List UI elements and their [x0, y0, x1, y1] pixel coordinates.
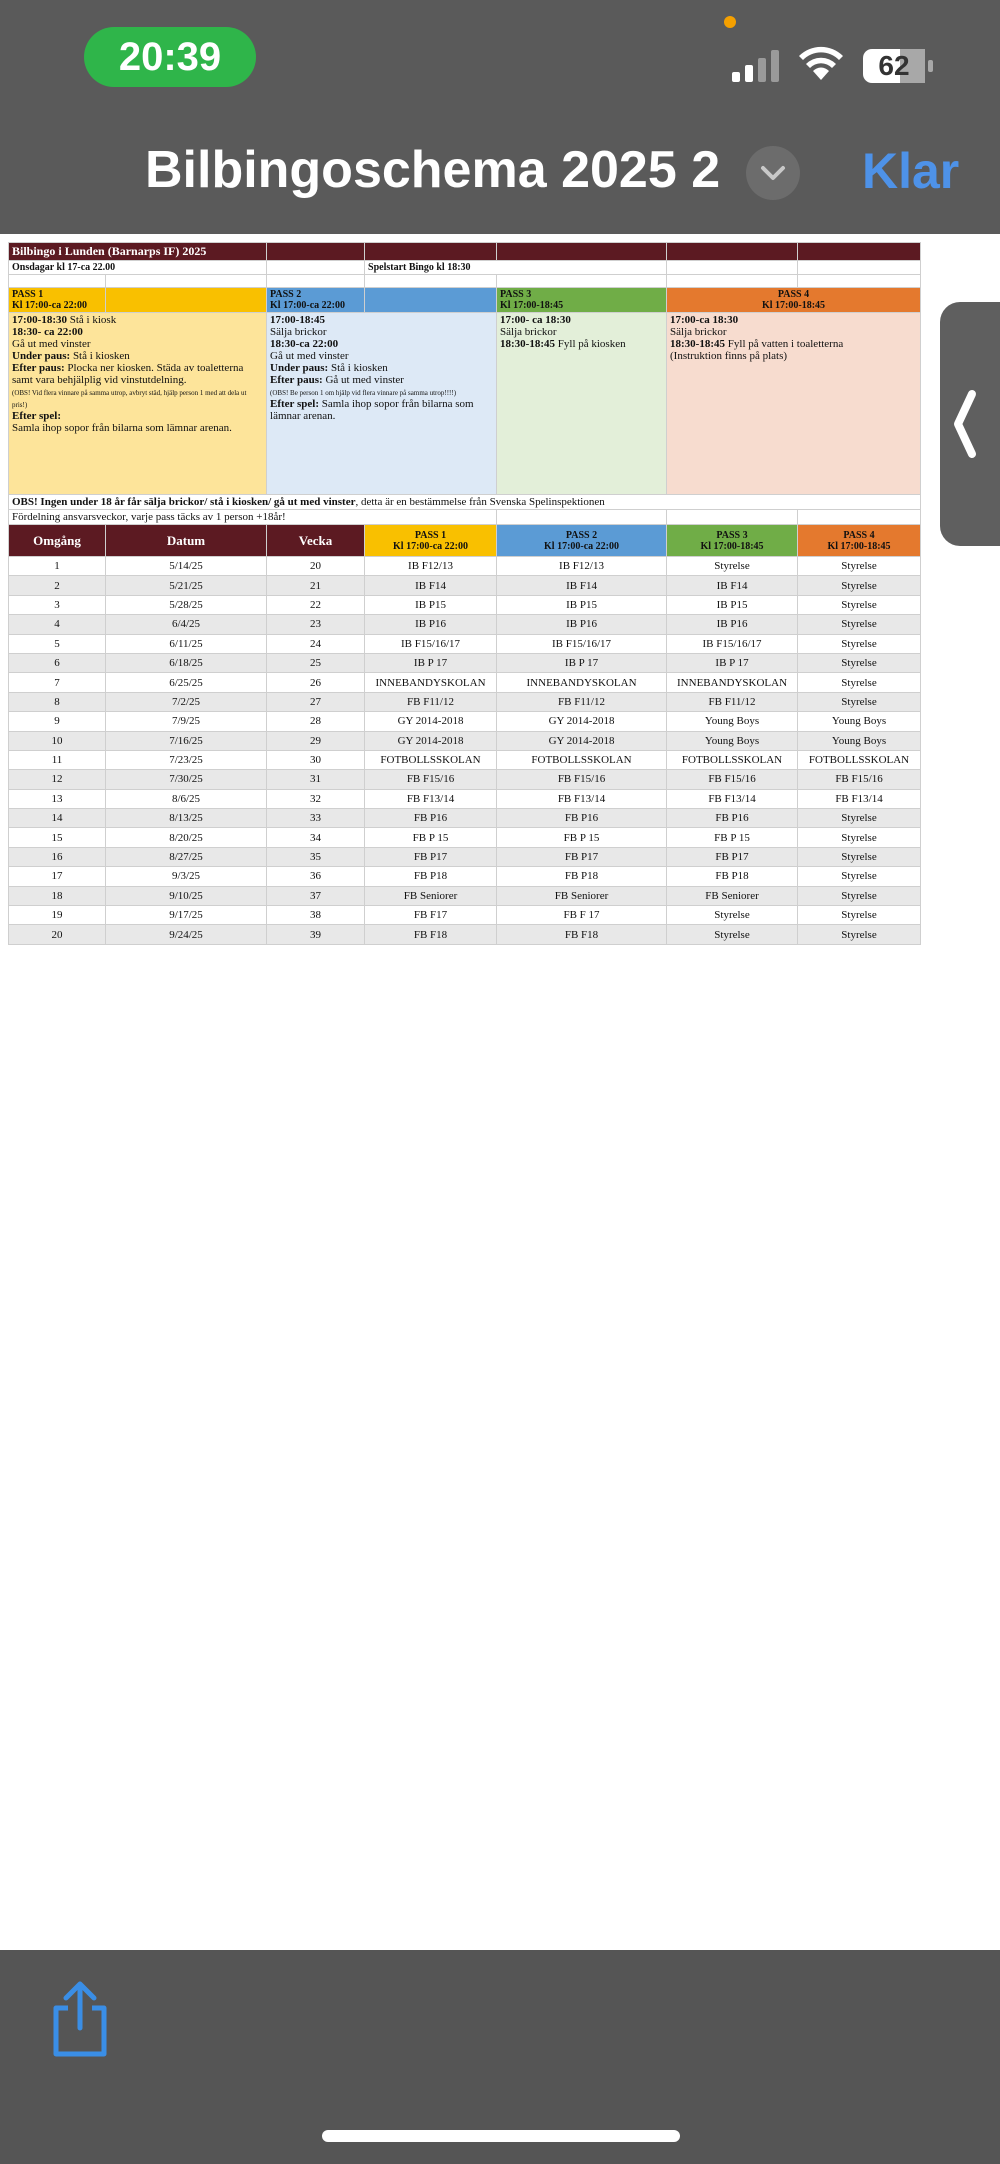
table-cell: FOTBOLLSSKOLAN: [365, 750, 497, 769]
table-cell: GY 2014-2018: [365, 731, 497, 750]
table-cell: 26: [267, 673, 365, 692]
sheet-subtitle-left: Onsdagar kl 17-ca 22.00: [9, 261, 267, 275]
table-cell: 7/2/25: [106, 692, 267, 711]
table-cell: Styrelse: [798, 828, 921, 847]
table-cell: 24: [267, 634, 365, 653]
pass1-header: PASS 1 Kl 17:00-ca 22:00: [9, 288, 106, 313]
battery-level: 62: [878, 50, 910, 81]
table-cell: 1: [9, 557, 106, 576]
table-cell: IB P16: [667, 615, 798, 634]
table-cell: GY 2014-2018: [497, 731, 667, 750]
table-cell: IB P 17: [667, 653, 798, 672]
table-cell: FB P18: [497, 867, 667, 886]
table-cell: 20: [9, 925, 106, 944]
table-cell: 9: [9, 712, 106, 731]
table-cell: Styrelse: [798, 673, 921, 692]
table-cell: Styrelse: [798, 847, 921, 866]
table-cell: 7: [9, 673, 106, 692]
col-header-omgang: Omgång: [9, 525, 106, 557]
table-cell: Styrelse: [798, 653, 921, 672]
table-cell: 5: [9, 634, 106, 653]
table-cell: 16: [9, 847, 106, 866]
table-cell: FB Seniorer: [667, 886, 798, 905]
table-cell: 5/28/25: [106, 595, 267, 614]
sheet-subtitle-right: Spelstart Bingo kl 18:30: [365, 261, 667, 275]
table-row: [9, 576, 921, 595]
table-cell: Young Boys: [798, 712, 921, 731]
table-cell: FB F15/16: [497, 770, 667, 789]
table-cell: 32: [267, 789, 365, 808]
privacy-indicator-dot: [724, 16, 736, 28]
table-cell: 38: [267, 906, 365, 925]
chevron-left-icon: [940, 302, 1000, 546]
table-cell: FOTBOLLSSKOLAN: [798, 750, 921, 769]
table-cell: FB P16: [497, 809, 667, 828]
table-cell: IB F14: [667, 576, 798, 595]
table-cell: FOTBOLLSSKOLAN: [667, 750, 798, 769]
table-cell: 19: [9, 906, 106, 925]
cellular-signal-icon: [732, 50, 782, 82]
sheet-title: Bilbingo i Lunden (Barnarps IF) 2025: [9, 243, 267, 261]
table-row: [9, 906, 921, 925]
table-cell: 36: [267, 867, 365, 886]
table-cell: 9/17/25: [106, 906, 267, 925]
table-cell: Young Boys: [667, 712, 798, 731]
distribution-note: Fördelning ansvarsveckor, varje pass täcks av 1 person +18år!: [9, 510, 497, 525]
table-cell: 34: [267, 828, 365, 847]
col-header-pass4: PASS 4 Kl 17:00-18:45: [798, 525, 921, 557]
bottom-toolbar: [0, 1950, 1000, 2164]
table-row: [9, 809, 921, 828]
table-cell: 28: [267, 712, 365, 731]
table-cell: IB F12/13: [365, 557, 497, 576]
table-cell: Styrelse: [798, 576, 921, 595]
table-cell: 2: [9, 576, 106, 595]
table-row: [9, 731, 921, 750]
table-cell: IB F15/16/17: [497, 634, 667, 653]
table-row: [9, 634, 921, 653]
table-cell: 33: [267, 809, 365, 828]
table-cell: Styrelse: [798, 557, 921, 576]
table-cell: FB F13/14: [667, 789, 798, 808]
table-cell: 5/21/25: [106, 576, 267, 595]
table-cell: 7/23/25: [106, 750, 267, 769]
pass4-header: PASS 4 Kl 17:00-18:45: [667, 288, 921, 313]
table-cell: 7/9/25: [106, 712, 267, 731]
document-title: Bilbingoschema 2025 2: [145, 141, 721, 199]
table-cell: Styrelse: [798, 634, 921, 653]
pass2-instructions: 17:00-18:45 Sälja brickor 18:30-ca 22:00 Gå ut med vinster Under paus: Stå i kiosken Efter paus: Gå ut med vinster (OBS! Be person 1 om hjälp vid flera vinnare på samma utrop!!!!) Efter spel: Samla ihop sopor från bilarna som lämnar arenan.: [267, 313, 497, 495]
share-icon[interactable]: [48, 1978, 112, 2058]
table-cell: IB P15: [667, 595, 798, 614]
table-row: [9, 595, 921, 614]
table-cell: FB F15/16: [798, 770, 921, 789]
table-cell: 11: [9, 750, 106, 769]
table-cell: Styrelse: [798, 906, 921, 925]
title-menu-button[interactable]: [746, 146, 800, 200]
pass3-instructions: 17:00- ca 18:30 Sälja brickor 18:30-18:45 Fyll på kiosken: [497, 313, 667, 495]
table-cell: FB F 17: [497, 906, 667, 925]
schedule-rows: [9, 557, 921, 945]
done-button[interactable]: Klar: [862, 143, 960, 199]
col-header-datum: Datum: [106, 525, 267, 557]
table-cell: FB P16: [667, 809, 798, 828]
table-cell: INNEBANDYSKOLAN: [365, 673, 497, 692]
table-cell: FB F11/12: [365, 692, 497, 711]
table-cell: FB P16: [365, 809, 497, 828]
table-cell: 18: [9, 886, 106, 905]
table-cell: IB F14: [497, 576, 667, 595]
table-cell: FB P 15: [365, 828, 497, 847]
pass4-instructions: 17:00-ca 18:30 Sälja brickor 18:30-18:45 Fyll på vatten i toaletterna (Instruktion finns på plats): [667, 313, 921, 495]
table-cell: Young Boys: [667, 731, 798, 750]
table-cell: 35: [267, 847, 365, 866]
table-cell: 3: [9, 595, 106, 614]
table-cell: 14: [9, 809, 106, 828]
table-cell: FB P17: [667, 847, 798, 866]
table-cell: FB F11/12: [667, 692, 798, 711]
table-cell: FB F15/16: [667, 770, 798, 789]
table-cell: FOTBOLLSSKOLAN: [497, 750, 667, 769]
document-view[interactable]: [0, 234, 1000, 1950]
col-header-pass3: PASS 3 Kl 17:00-18:45: [667, 525, 798, 557]
schedule-sheet: [8, 242, 921, 945]
pass1-instructions: 17:00-18:30 Stå i kiosk 18:30- ca 22:00 Gå ut med vinster Under paus: Stå i kiosken Efter paus: Plocka ner kiosken. Städa av toaletterna samt vara behjälplig vid vinstutdelning. (OBS! Vid flera vinnare på samma utrop, avbryt städ, hjälp person 1 med att dela ut pris!) Efter spel: Samla ihop sopor från bilarna som lämnar arenan.: [9, 313, 267, 495]
table-cell: IB P 17: [497, 653, 667, 672]
table-cell: 37: [267, 886, 365, 905]
table-cell: 10: [9, 731, 106, 750]
table-cell: Styrelse: [798, 692, 921, 711]
table-cell: 8/6/25: [106, 789, 267, 808]
table-cell: Young Boys: [798, 731, 921, 750]
table-cell: 6/25/25: [106, 673, 267, 692]
sidebar-toggle-tab[interactable]: [940, 302, 1000, 546]
col-header-pass1: PASS 1 Kl 17:00-ca 22:00: [365, 525, 497, 557]
table-row: [9, 847, 921, 866]
table-cell: FB Seniorer: [497, 886, 667, 905]
table-cell: 23: [267, 615, 365, 634]
table-cell: IB F14: [365, 576, 497, 595]
table-row: [9, 557, 921, 576]
battery-icon: [862, 48, 934, 84]
table-cell: INNEBANDYSKOLAN: [497, 673, 667, 692]
wifi-icon: [798, 46, 844, 82]
table-cell: FB F13/14: [798, 789, 921, 808]
table-cell: 9/3/25: [106, 867, 267, 886]
table-cell: FB P18: [365, 867, 497, 886]
table-cell: IB F15/16/17: [667, 634, 798, 653]
table-cell: 29: [267, 731, 365, 750]
col-header-pass2: PASS 2 Kl 17:00-ca 22:00: [497, 525, 667, 557]
table-cell: 6/4/25: [106, 615, 267, 634]
table-cell: 15: [9, 828, 106, 847]
table-cell: IB F15/16/17: [365, 634, 497, 653]
chevron-down-icon: [746, 146, 800, 200]
table-cell: IB F12/13: [497, 557, 667, 576]
table-cell: FB F18: [497, 925, 667, 944]
table-cell: IB P15: [365, 595, 497, 614]
table-cell: FB F13/14: [365, 789, 497, 808]
table-row: [9, 750, 921, 769]
table-row: [9, 712, 921, 731]
table-cell: 27: [267, 692, 365, 711]
table-row: [9, 653, 921, 672]
table-cell: INNEBANDYSKOLAN: [667, 673, 798, 692]
table-cell: 39: [267, 925, 365, 944]
table-row: [9, 925, 921, 944]
table-cell: FB P17: [365, 847, 497, 866]
table-cell: Styrelse: [798, 886, 921, 905]
table-cell: 7/30/25: [106, 770, 267, 789]
table-cell: 9/24/25: [106, 925, 267, 944]
table-cell: FB F15/16: [365, 770, 497, 789]
table-cell: 7/16/25: [106, 731, 267, 750]
table-cell: FB Seniorer: [365, 886, 497, 905]
table-cell: 6/18/25: [106, 653, 267, 672]
age-notice: OBS! Ingen under 18 år får sälja brickor/ stå i kiosken/ gå ut med vinster, detta är en bestämmelse från Svenska Spelinspektionen: [9, 495, 921, 510]
table-cell: 9/10/25: [106, 886, 267, 905]
table-cell: 12: [9, 770, 106, 789]
table-row: [9, 886, 921, 905]
table-cell: Styrelse: [798, 809, 921, 828]
status-time: 20:39: [84, 27, 256, 87]
table-cell: Styrelse: [798, 867, 921, 886]
table-cell: IB P16: [497, 615, 667, 634]
table-row: [9, 828, 921, 847]
table-cell: IB P16: [365, 615, 497, 634]
home-indicator[interactable]: [322, 2130, 680, 2142]
table-cell: 17: [9, 867, 106, 886]
table-cell: 20: [267, 557, 365, 576]
table-cell: 5/14/25: [106, 557, 267, 576]
pass2-header: PASS 2 Kl 17:00-ca 22:00: [267, 288, 365, 313]
table-cell: 8/27/25: [106, 847, 267, 866]
table-cell: FB F18: [365, 925, 497, 944]
table-cell: FB P 15: [667, 828, 798, 847]
table-cell: Styrelse: [798, 925, 921, 944]
table-cell: 31: [267, 770, 365, 789]
table-cell: 6/11/25: [106, 634, 267, 653]
table-cell: Styrelse: [667, 906, 798, 925]
table-cell: IB P 17: [365, 653, 497, 672]
table-cell: 8: [9, 692, 106, 711]
pass3-header: PASS 3 Kl 17:00-18:45: [497, 288, 667, 313]
table-cell: GY 2014-2018: [497, 712, 667, 731]
table-cell: FB P18: [667, 867, 798, 886]
table-row: [9, 770, 921, 789]
table-cell: 21: [267, 576, 365, 595]
table-cell: 25: [267, 653, 365, 672]
table-cell: Styrelse: [798, 615, 921, 634]
table-cell: FB P 15: [497, 828, 667, 847]
table-cell: FB F11/12: [497, 692, 667, 711]
table-row: [9, 789, 921, 808]
top-bar: [0, 0, 1000, 234]
table-cell: FB F13/14: [497, 789, 667, 808]
table-row: [9, 673, 921, 692]
table-cell: Styrelse: [667, 925, 798, 944]
table-cell: 6: [9, 653, 106, 672]
table-cell: FB P17: [497, 847, 667, 866]
table-cell: 22: [267, 595, 365, 614]
table-row: [9, 867, 921, 886]
table-row: [9, 615, 921, 634]
table-cell: 30: [267, 750, 365, 769]
table-cell: GY 2014-2018: [365, 712, 497, 731]
table-cell: 4: [9, 615, 106, 634]
table-cell: FB F17: [365, 906, 497, 925]
table-cell: 8/13/25: [106, 809, 267, 828]
col-header-vecka: Vecka: [267, 525, 365, 557]
table-cell: 8/20/25: [106, 828, 267, 847]
table-cell: Styrelse: [798, 595, 921, 614]
table-row: [9, 692, 921, 711]
table-cell: 13: [9, 789, 106, 808]
table-cell: Styrelse: [667, 557, 798, 576]
table-cell: IB P15: [497, 595, 667, 614]
